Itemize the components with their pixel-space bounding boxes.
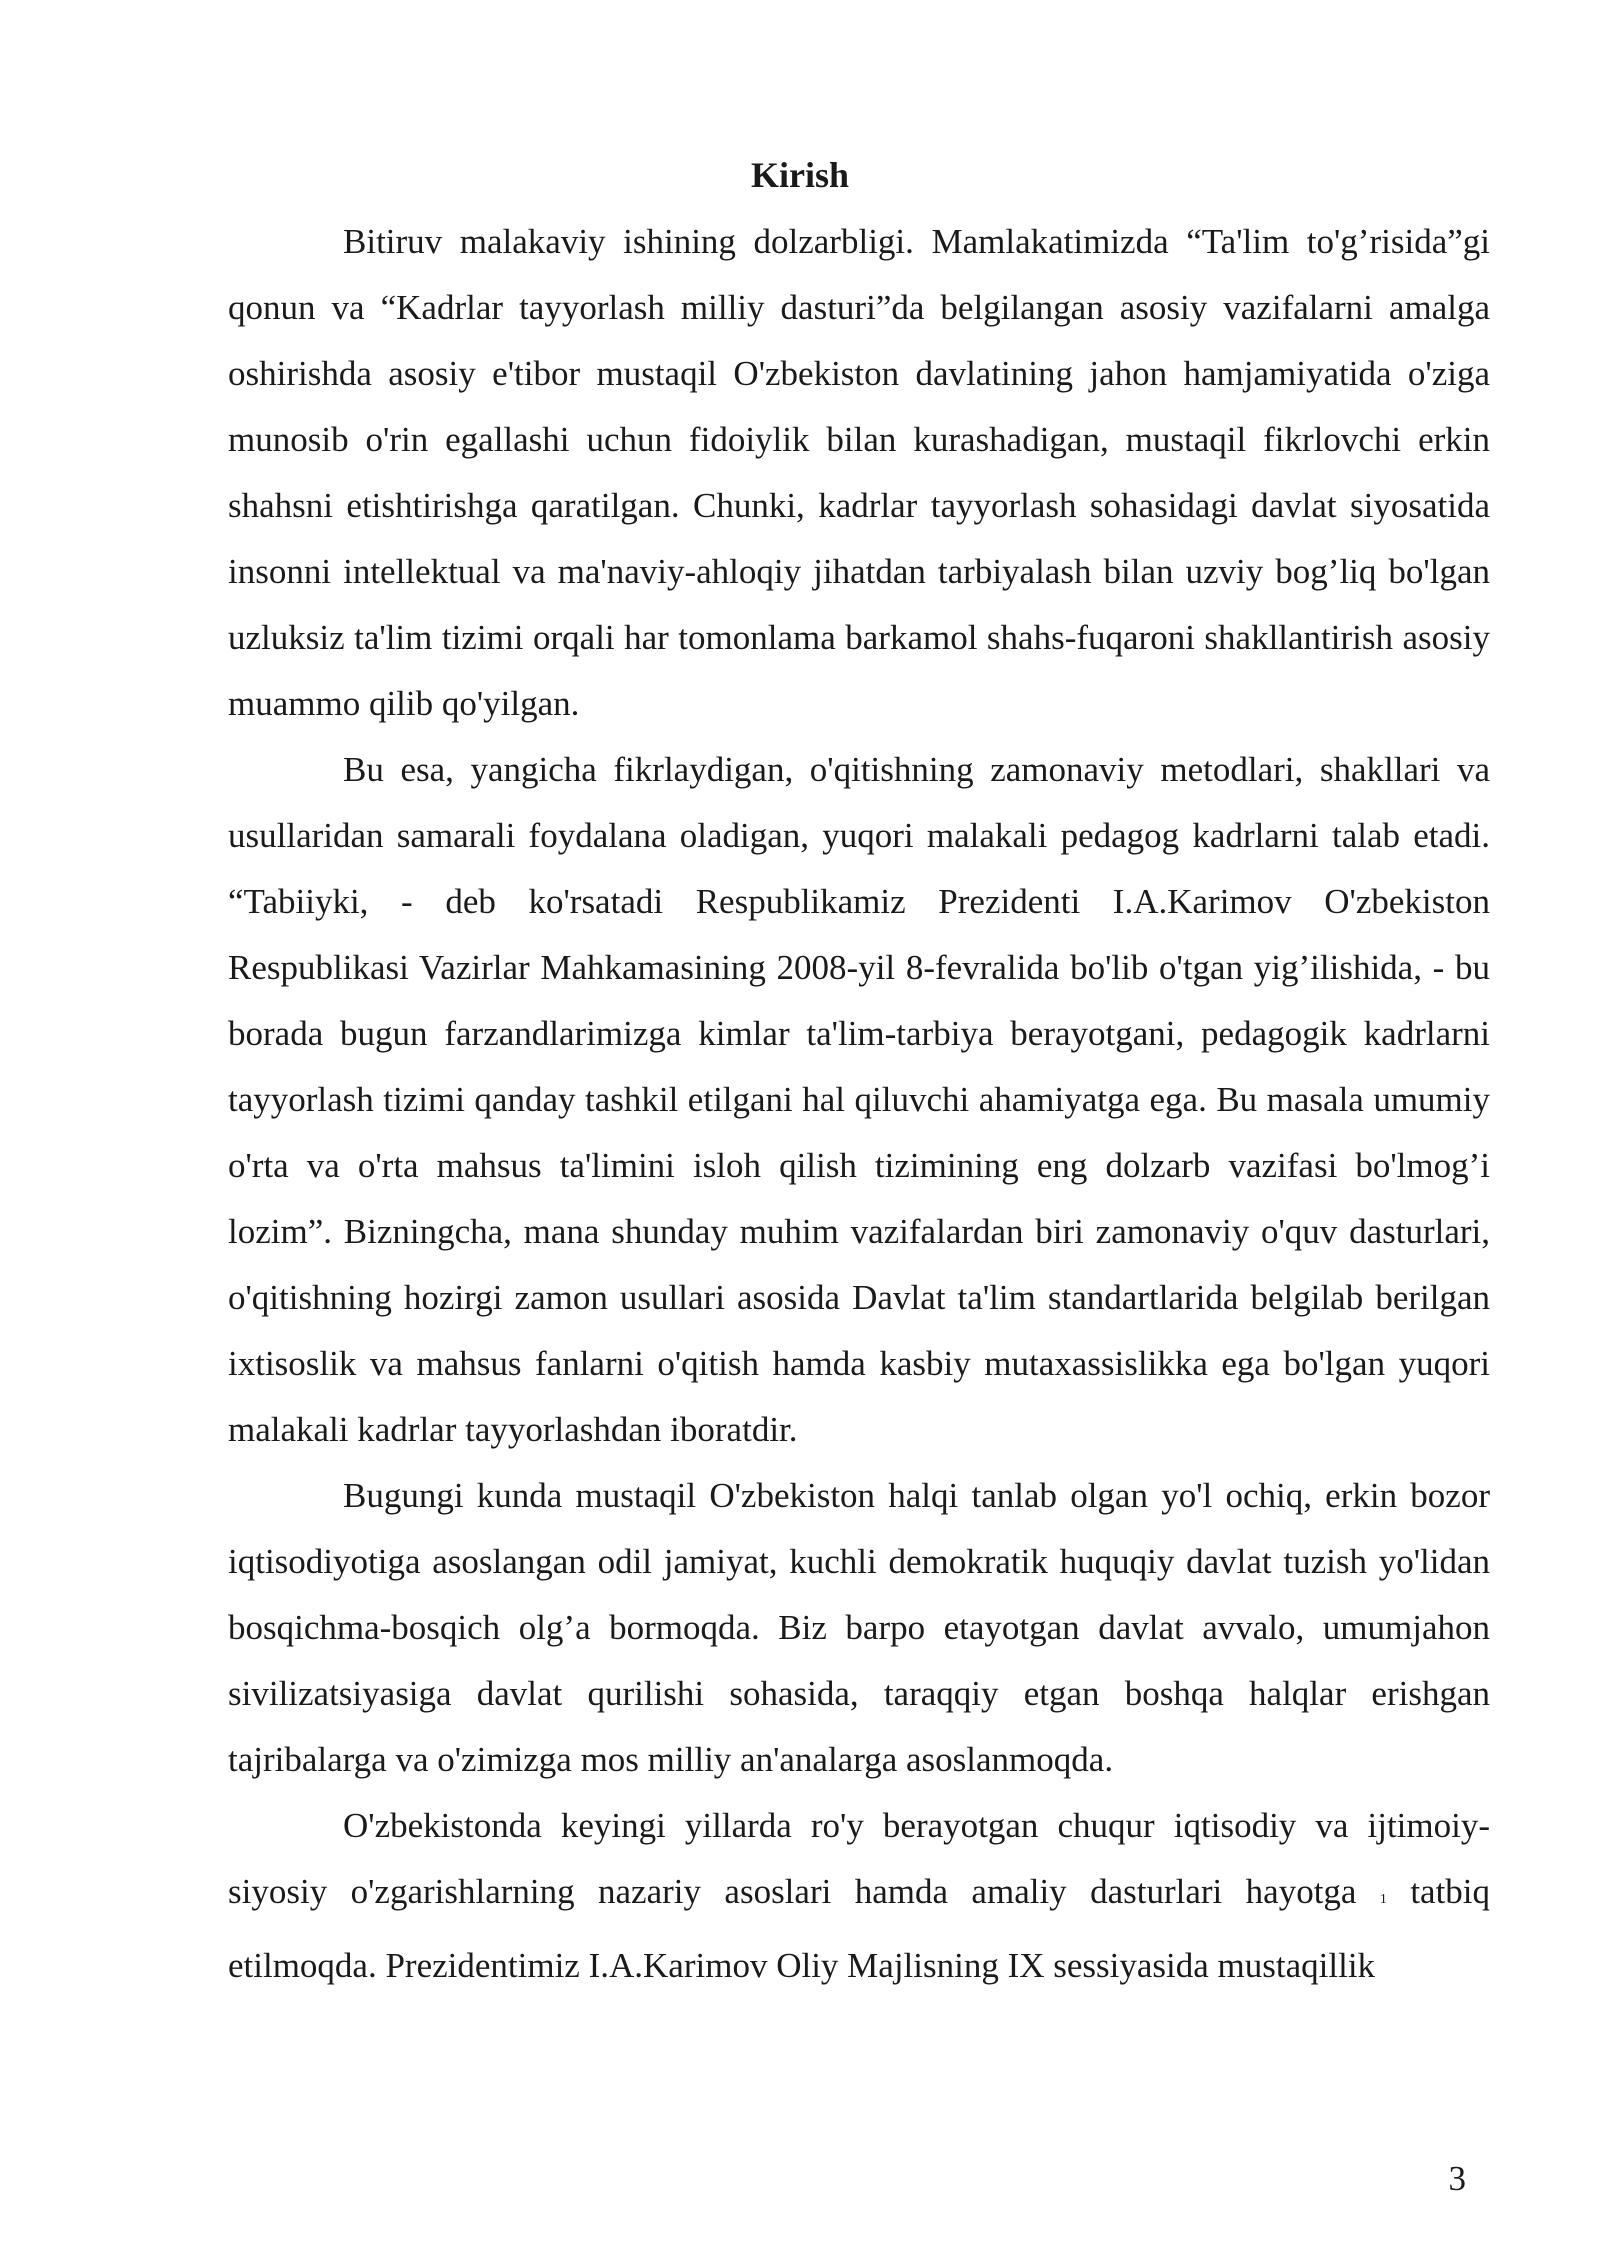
- page-number: 3: [1448, 2159, 1466, 2198]
- paragraph-last: [228, 1793, 1490, 1999]
- paragraph-text-after-footnote: tatbiq etilmoqda. Prezidentimiz I.A.Karimov Oliy Majlisning IX sessiyasida mustaqillik: [228, 1872, 1491, 1985]
- paragraph-text-before-footnote: O'zbekistonda keyingi yillarda ro'y berayotgan chuqur iqtisodiy va ijtimoiy-siyosiy o'zgarishlarning nazariy asoslari hamda amaliy dasturlari hayotga: [228, 1806, 1490, 1911]
- body-text: [228, 209, 1490, 1999]
- paragraph: Bitiruv malakaviy ishining dolzarbligi. Mamlakatimizda “Ta'lim to'g’risida”gi qonun va “Kadrlar tayyorlash milliy dasturi”da belgilangan asosiy vazifalarni amalga oshirishda asosiy e'tibor mustaqil O'zbekiston davlatining jahon hamjamiyatida o'ziga munosib o'rin egallashi uchun fidoiylik bilan kurashadigan, mustaqil fikrlovchi erkin shahsni etishtirishga qaratilgan. Chunki, kadrlar tayyorlash sohasidagi davlat siyosatida insonni intellektual va ma'naviy-ahloqiy jihatdan tarbiyalash bilan uzviy bog’liq bo'lgan uzluksiz ta'lim tizimi orqali har tomonlama barkamol shahs-fuqaroni shakllantirish asosiy muammo qilib qo'yilgan.: [228, 222, 1490, 723]
- paragraph: Bugungi kunda mustaqil O'zbekiston halqi tanlab olgan yo'l ochiq, erkin bozor iqtisodiyotiga asoslangan odil jamiyat, kuchli demokratik huquqiy davlat tuzish yo'lidan bosqichma-bosqich olg’a bormoqda. Biz barpo etayotgan davlat avvalo, umumjahon sivilizatsiyasiga davlat qurilishi sohasida, taraqqiy etgan boshqa halqlar erishgan tajribalarga va o'zimizga mos milliy an'analarga asoslanmoqda.: [228, 1476, 1490, 1779]
- section-heading: Kirish: [750, 155, 849, 195]
- footnote-mark: 1: [1379, 1892, 1387, 1907]
- paragraph: Bu esa, yangicha fikrlaydigan, o'qitishning zamonaviy metodlari, shakllari va usullaridan samarali foydalana oladigan, yuqori malakali pedagog kadrlarni talab etadi. “Tabiiyki, - deb ko'rsatadi Respublikamiz Prezidenti I.A.Karimov O'zbekiston Respublikasi Vazirlar Mahkamasining 2008-yil 8-fevralida bo'lib o'tgan yig’ilishida, - bu borada bugun farzandlarimizga kimlar ta'lim-tarbiya berayotgani, pedagogik kadrlarni tayyorlash tizimi qanday tashkil etilgani hal qiluvchi ahamiyatga ega. Bu masala umumiy o'rta va o'rta mahsus ta'limini isloh qilish tizimining eng dolzarb vazifasi bo'lmog’i lozim”. Bizningcha, mana shunday muhim vazifalardan biri zamonaviy o'quv dasturlari, o'qitishning hozirgi zamon usullari asosida Davlat ta'lim standartlarida belgilab berilgan ixtisoslik va mahsus fanlarni o'qitish hamda kasbiy mutaxassislikka ega bo'lgan yuqori malakali kadrlar tayyorlashdan iboratdir.: [228, 750, 1490, 1449]
